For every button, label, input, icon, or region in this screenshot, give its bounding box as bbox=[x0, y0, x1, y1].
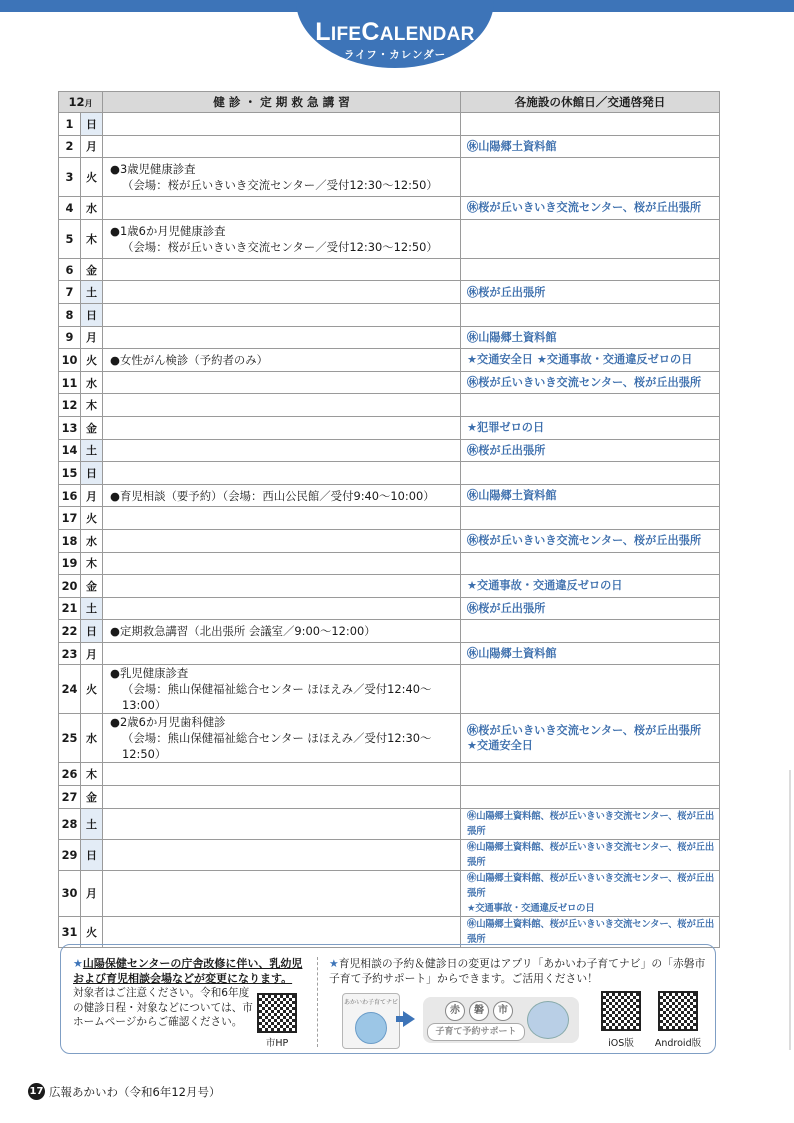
event-cell bbox=[103, 763, 461, 786]
page-edge-line bbox=[789, 770, 791, 1050]
day-number: 17 bbox=[59, 507, 81, 530]
table-row bbox=[59, 416, 720, 439]
weekday: 月 bbox=[81, 135, 103, 158]
weekday: 土 bbox=[81, 597, 103, 620]
closure-line: ㊡山陽郷土資料館、桜が丘いきいき交流センター、桜が丘出張所 bbox=[467, 918, 714, 945]
closure-cell bbox=[461, 158, 720, 197]
weekday: 木 bbox=[81, 219, 103, 258]
event-cell bbox=[103, 113, 461, 136]
event-cell bbox=[103, 642, 461, 665]
closure-line: ㊡山陽郷土資料館 bbox=[467, 647, 557, 661]
weekday: 土 bbox=[81, 808, 103, 839]
event-cell bbox=[103, 158, 461, 197]
closure-cell bbox=[461, 714, 720, 763]
event-cell bbox=[103, 620, 461, 643]
closure-cell bbox=[461, 197, 720, 220]
mascot-image bbox=[527, 1001, 569, 1039]
event-cell bbox=[103, 416, 461, 439]
table-row bbox=[59, 135, 720, 158]
event-line: ●2歳6か月児歯科健診 bbox=[110, 715, 226, 730]
day-number: 16 bbox=[59, 484, 81, 507]
weekday: 水 bbox=[81, 197, 103, 220]
table-row bbox=[59, 349, 720, 372]
footer bbox=[28, 1083, 220, 1100]
star-icon: ★ bbox=[73, 957, 83, 970]
event-cell bbox=[103, 786, 461, 809]
app-screenshot-navi bbox=[342, 993, 400, 1049]
weekday: 日 bbox=[81, 839, 103, 870]
event-cell bbox=[103, 462, 461, 485]
table-row bbox=[59, 113, 720, 136]
table-row bbox=[59, 281, 720, 304]
qr-android-label: Android版 bbox=[654, 1038, 702, 1049]
day-number: 30 bbox=[59, 870, 81, 916]
table-row bbox=[59, 665, 720, 714]
page-number: 17 bbox=[28, 1083, 45, 1100]
notice-highlight: 山陽保健センターの庁舎改修に伴い、乳幼児および育児相談会場などが変更になります。 bbox=[73, 957, 303, 985]
weekday: 火 bbox=[81, 158, 103, 197]
qr-code-android[interactable] bbox=[658, 991, 698, 1031]
table-row bbox=[59, 507, 720, 530]
closure-cell bbox=[461, 786, 720, 809]
closure-cell bbox=[461, 597, 720, 620]
weekday: 月 bbox=[81, 484, 103, 507]
page-title: LIFECALENDAR bbox=[315, 18, 475, 46]
closure-cell bbox=[461, 808, 720, 839]
weekday: 日 bbox=[81, 113, 103, 136]
qr-hp-label: 市HP bbox=[265, 1038, 289, 1049]
app-char-2: 磐 bbox=[469, 1001, 489, 1021]
closure-line: ㊡山陽郷土資料館 bbox=[467, 330, 557, 344]
header-closures: 各施設の休館日／交通啓発日 bbox=[461, 92, 720, 113]
table-row bbox=[59, 763, 720, 786]
day-number: 13 bbox=[59, 416, 81, 439]
closure-cell bbox=[461, 839, 720, 870]
day-number: 20 bbox=[59, 575, 81, 598]
day-number: 2 bbox=[59, 135, 81, 158]
event-cell bbox=[103, 258, 461, 281]
closure-line: ㊡山陽郷土資料館、桜が丘いきいき交流センター、桜が丘出張所 bbox=[467, 810, 714, 837]
footer-title: 広報あかいわ（令和6年12月号） bbox=[49, 1084, 221, 1099]
closure-cell bbox=[461, 349, 720, 372]
event-line: ●定期救急講習（北出張所 会議室／9:00〜12:00） bbox=[110, 624, 376, 639]
closure-line: ㊡桜が丘いきいき交流センター、桜が丘出張所 bbox=[467, 534, 702, 548]
closure-cell bbox=[461, 258, 720, 281]
event-cell bbox=[103, 529, 461, 552]
table-row bbox=[59, 808, 720, 839]
day-number: 25 bbox=[59, 714, 81, 763]
event-cell bbox=[103, 439, 461, 462]
closure-line: ㊡桜が丘いきいき交流センター、桜が丘出張所 bbox=[467, 724, 702, 738]
weekday: 金 bbox=[81, 786, 103, 809]
day-number: 12 bbox=[59, 394, 81, 417]
event-cell bbox=[103, 371, 461, 394]
weekday: 火 bbox=[81, 916, 103, 947]
notice-divider bbox=[317, 957, 318, 1047]
table-row bbox=[59, 642, 720, 665]
day-number: 14 bbox=[59, 439, 81, 462]
weekday: 木 bbox=[81, 552, 103, 575]
event-cell bbox=[103, 394, 461, 417]
header-month: 12月 bbox=[59, 92, 103, 113]
weekday: 月 bbox=[81, 870, 103, 916]
table-header-row bbox=[59, 92, 720, 113]
table-row bbox=[59, 786, 720, 809]
event-cell bbox=[103, 916, 461, 947]
closure-cell bbox=[461, 303, 720, 326]
closure-cell bbox=[461, 135, 720, 158]
closure-cell bbox=[461, 916, 720, 947]
table-row bbox=[59, 916, 720, 947]
event-cell bbox=[103, 135, 461, 158]
star-icon: ★ bbox=[329, 957, 339, 970]
app-screenshot-support bbox=[423, 997, 579, 1043]
app-char-1: 赤 bbox=[445, 1001, 465, 1021]
weekday: 水 bbox=[81, 714, 103, 763]
table-row bbox=[59, 394, 720, 417]
event-line: ●1歳6か月児健康診査 bbox=[110, 223, 226, 238]
weekday: 火 bbox=[81, 349, 103, 372]
day-number: 22 bbox=[59, 620, 81, 643]
weekday: 木 bbox=[81, 394, 103, 417]
closure-cell bbox=[461, 552, 720, 575]
closure-cell bbox=[461, 326, 720, 349]
table-row bbox=[59, 462, 720, 485]
table-row bbox=[59, 197, 720, 220]
notice-box bbox=[60, 944, 716, 1054]
event-cell bbox=[103, 552, 461, 575]
closure-cell bbox=[461, 371, 720, 394]
event-line: （会場：熊山保健福祉総合センター ほほえみ／受付12:40〜13:00） bbox=[122, 682, 432, 713]
day-number: 26 bbox=[59, 763, 81, 786]
day-number: 31 bbox=[59, 916, 81, 947]
calendar-table bbox=[58, 91, 720, 948]
event-cell bbox=[103, 219, 461, 258]
day-number: 28 bbox=[59, 808, 81, 839]
table-row bbox=[59, 620, 720, 643]
day-number: 29 bbox=[59, 839, 81, 870]
closure-line: ★交通安全日 bbox=[467, 739, 533, 753]
closure-line: ㊡桜が丘いきいき交流センター、桜が丘出張所 bbox=[467, 376, 702, 390]
table-row bbox=[59, 839, 720, 870]
day-number: 4 bbox=[59, 197, 81, 220]
qr-ios-label: iOS版 bbox=[608, 1038, 634, 1049]
closure-line: ㊡山陽郷土資料館、桜が丘いきいき交流センター、桜が丘出張所 bbox=[467, 841, 714, 868]
page-subtitle: ライフ・カレンダー bbox=[343, 49, 447, 61]
event-line: （会場：熊山保健福祉総合センター ほほえみ／受付12:30〜12:50） bbox=[122, 731, 432, 762]
event-line: ●3歳児健康診査 bbox=[110, 162, 196, 177]
day-number: 1 bbox=[59, 113, 81, 136]
event-line: ●育児相談（要予約）（会場：西山公民館／受付9:40〜10:00） bbox=[110, 488, 435, 503]
table-row bbox=[59, 597, 720, 620]
weekday: 日 bbox=[81, 303, 103, 326]
table-row bbox=[59, 575, 720, 598]
table-row bbox=[59, 258, 720, 281]
table-row bbox=[59, 870, 720, 916]
closure-cell bbox=[461, 439, 720, 462]
day-number: 23 bbox=[59, 642, 81, 665]
app-char-3: 市 bbox=[493, 1001, 513, 1021]
day-number: 27 bbox=[59, 786, 81, 809]
event-cell bbox=[103, 281, 461, 304]
weekday: 土 bbox=[81, 281, 103, 304]
event-cell bbox=[103, 597, 461, 620]
closure-line: ㊡山陽郷土資料館 bbox=[467, 139, 557, 153]
event-line: ●女性がん検診（予約者のみ） bbox=[110, 352, 269, 367]
closure-line: ★交通安全日 ★交通事故・交通違反ゼロの日 bbox=[467, 353, 693, 367]
table-row bbox=[59, 714, 720, 763]
closure-cell bbox=[461, 642, 720, 665]
event-cell bbox=[103, 507, 461, 530]
table-row bbox=[59, 219, 720, 258]
event-cell bbox=[103, 326, 461, 349]
event-line: （会場：桜が丘いきいき交流センター／受付12:30〜12:50） bbox=[122, 239, 438, 254]
qr-code-hp[interactable] bbox=[257, 993, 297, 1033]
day-number: 19 bbox=[59, 552, 81, 575]
table-row bbox=[59, 303, 720, 326]
weekday: 水 bbox=[81, 529, 103, 552]
closure-line: ★交通事故・交通違反ゼロの日 bbox=[467, 579, 623, 593]
notice-app-text: 育児相談の予約＆健診日の変更はアプリ「あかいわ子育てナビ」の「赤磐市子育て予約サポート」からできます。ご活用ください！ bbox=[329, 957, 706, 985]
table-row bbox=[59, 158, 720, 197]
closure-cell bbox=[461, 620, 720, 643]
weekday: 火 bbox=[81, 507, 103, 530]
closure-line: ㊡桜が丘出張所 bbox=[467, 601, 546, 615]
weekday: 水 bbox=[81, 371, 103, 394]
weekday: 金 bbox=[81, 575, 103, 598]
closure-cell bbox=[461, 281, 720, 304]
day-number: 24 bbox=[59, 665, 81, 714]
event-line: ●乳児健康診査 bbox=[110, 666, 189, 681]
header-events: 健 診 ・ 定 期 救 急 講 習 bbox=[103, 92, 461, 113]
event-cell bbox=[103, 575, 461, 598]
closure-cell bbox=[461, 763, 720, 786]
day-number: 3 bbox=[59, 158, 81, 197]
arrow-right-icon bbox=[403, 1011, 415, 1027]
event-cell bbox=[103, 484, 461, 507]
closure-cell bbox=[461, 575, 720, 598]
weekday: 木 bbox=[81, 763, 103, 786]
day-number: 11 bbox=[59, 371, 81, 394]
weekday: 日 bbox=[81, 620, 103, 643]
app-support-label: 子育て予約サポート bbox=[427, 1023, 525, 1041]
header-tab bbox=[296, 0, 494, 68]
event-cell bbox=[103, 197, 461, 220]
day-number: 8 bbox=[59, 303, 81, 326]
day-number: 15 bbox=[59, 462, 81, 485]
event-cell bbox=[103, 349, 461, 372]
event-cell bbox=[103, 870, 461, 916]
day-number: 7 bbox=[59, 281, 81, 304]
weekday: 日 bbox=[81, 462, 103, 485]
event-cell bbox=[103, 665, 461, 714]
day-number: 10 bbox=[59, 349, 81, 372]
table-row bbox=[59, 552, 720, 575]
closure-line: ㊡桜が丘出張所 bbox=[467, 285, 546, 299]
table-row bbox=[59, 439, 720, 462]
weekday: 月 bbox=[81, 326, 103, 349]
event-line: （会場：桜が丘いきいき交流センター／受付12:30〜12:50） bbox=[122, 178, 438, 193]
closure-cell bbox=[461, 507, 720, 530]
table-row bbox=[59, 484, 720, 507]
table-row bbox=[59, 371, 720, 394]
closure-line: ㊡桜が丘出張所 bbox=[467, 443, 546, 457]
closure-line: ★交通事故・交通違反ゼロの日 bbox=[467, 902, 595, 914]
weekday: 土 bbox=[81, 439, 103, 462]
weekday: 金 bbox=[81, 416, 103, 439]
day-number: 9 bbox=[59, 326, 81, 349]
closure-cell bbox=[461, 394, 720, 417]
app-navi-label: あかいわ子育てナビ bbox=[343, 999, 398, 1006]
closure-cell bbox=[461, 416, 720, 439]
closure-cell bbox=[461, 529, 720, 552]
notice-right bbox=[329, 957, 709, 986]
event-cell bbox=[103, 303, 461, 326]
table-row bbox=[59, 326, 720, 349]
closure-cell bbox=[461, 484, 720, 507]
notice-body: 対象者はご注意ください。令和6年度の健診日程・対象などについては、市ホームページからご確認ください。 bbox=[73, 987, 253, 1028]
closure-cell bbox=[461, 462, 720, 485]
closure-line: ㊡山陽郷土資料館、桜が丘いきいき交流センター、桜が丘出張所 bbox=[467, 872, 714, 899]
weekday: 月 bbox=[81, 642, 103, 665]
closure-cell bbox=[461, 113, 720, 136]
day-number: 21 bbox=[59, 597, 81, 620]
event-cell bbox=[103, 808, 461, 839]
closure-line: ㊡山陽郷土資料館 bbox=[467, 489, 557, 503]
weekday: 金 bbox=[81, 258, 103, 281]
table-row bbox=[59, 529, 720, 552]
mascot-image bbox=[355, 1012, 387, 1044]
day-number: 5 bbox=[59, 219, 81, 258]
closure-line: ★犯罪ゼロの日 bbox=[467, 421, 545, 435]
qr-code-ios[interactable] bbox=[601, 991, 641, 1031]
closure-cell bbox=[461, 219, 720, 258]
closure-line: ㊡桜が丘いきいき交流センター、桜が丘出張所 bbox=[467, 201, 702, 215]
closure-cell bbox=[461, 665, 720, 714]
event-cell bbox=[103, 714, 461, 763]
weekday: 火 bbox=[81, 665, 103, 714]
day-number: 18 bbox=[59, 529, 81, 552]
day-number: 6 bbox=[59, 258, 81, 281]
event-cell bbox=[103, 839, 461, 870]
closure-cell bbox=[461, 870, 720, 916]
